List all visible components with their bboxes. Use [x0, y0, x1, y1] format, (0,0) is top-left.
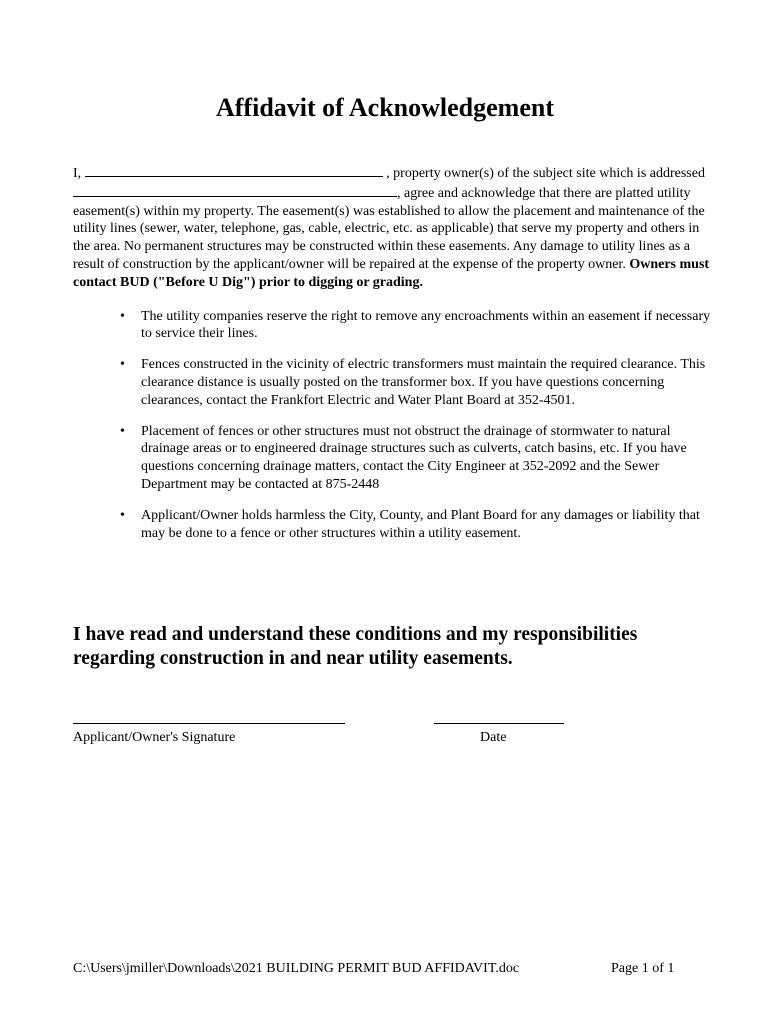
list-item: • Placement of fences or other structures must not obstruct the drainage of stormwater to natural drainage areas or to engineered drainage structures such as culverts, catch basins, etc. If you have questions concerning drainage matters, contact the City Engineer at 352-2092 and the Sewer Department may be contacted at 875-2448: [141, 423, 713, 494]
bud-notice: Owners must contact BUD ("Before U Dig") prior to digging or grading.: [73, 256, 710, 290]
footer-page-number: Page 1 of 1: [611, 961, 675, 976]
footer-file-path: C:\Users\jmiller\Downloads\2021 BUILDING PERMIT BUD AFFIDAVIT.doc: [73, 961, 520, 976]
owner-name-blank: [85, 163, 383, 177]
signature-line: [73, 723, 345, 724]
intro-after-name: , property owner(s) of the subject site which is addressed: [382, 166, 705, 181]
intro-paragraph: [73, 163, 713, 292]
intro-lead: I,: [73, 166, 85, 181]
date-line: [434, 723, 564, 724]
address-blank: [73, 183, 397, 197]
document-title: Affidavit of Acknowledgement: [216, 93, 554, 122]
acknowledgement-statement: I have read and understand these conditions and my responsibilities regarding construction in and near utility easements.: [73, 624, 638, 669]
signature-label: Applicant/Owner's Signature: [73, 730, 236, 745]
date-label: Date: [480, 730, 507, 745]
document-body: [73, 163, 713, 555]
list-item: • The utility companies reserve the right to remove any encroachments within an easement if necessary to service their lines.: [141, 308, 713, 344]
list-item: • Fences constructed in the vicinity of electric transformers must maintain the required clearance. This clearance distance is usually posted on the transformer box. If you have questions concerning clearances, contact the Frankfort Electric and Water Plant Board at 352-4501.: [141, 356, 713, 409]
intro-after-address: , agree and acknowledge that there are platted utility easement(s) within my property. The easement(s) was established to allow the placement and maintenance of the utility lines (sewer, water, telephone, gas, cable, electric, etc. as applicable) that serve my property and others in the area. No permanent structures may be constructed within these easements. Any damage to utility lines as a result of construction by the applicant/owner will be repaired at the expense of the property owner.: [73, 185, 705, 272]
conditions-list: [73, 308, 713, 543]
list-item: • Applicant/Owner holds harmless the City, County, and Plant Board for any damages or liability that may be done to a fence or other structures within a utility easement.: [141, 507, 713, 543]
